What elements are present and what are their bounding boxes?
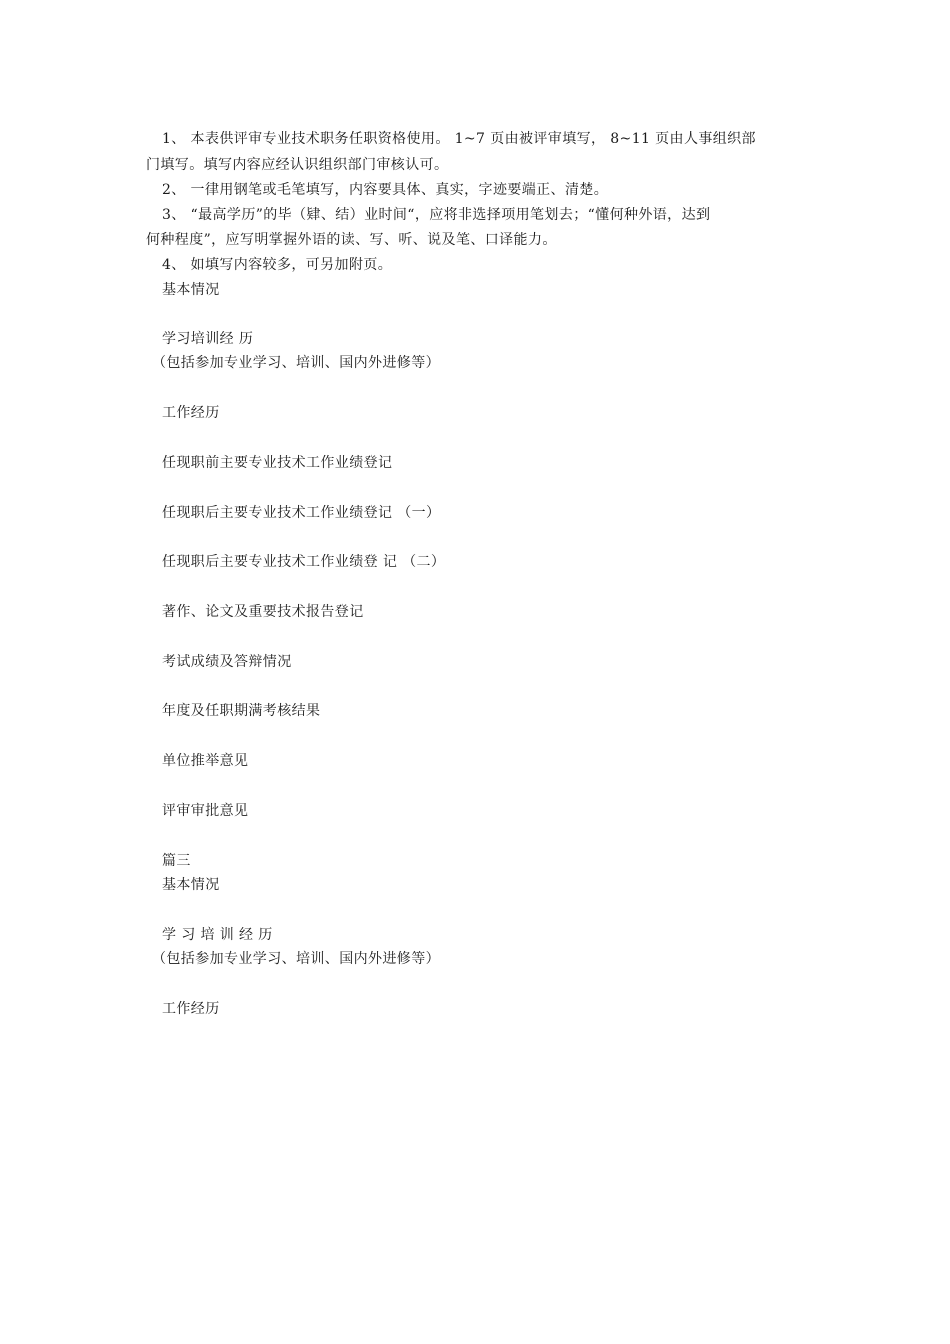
section-after-achievements-1: 任现职后主要专业技术工作业绩登记 （一） <box>162 505 441 521</box>
section-unit-recommendation: 单位推举意见 <box>162 753 249 769</box>
section-annual-assessment: 年度及任职期满考核结果 <box>162 703 321 719</box>
section-review-approval: 评审审批意见 <box>162 803 249 819</box>
section-study-training-note: （包括参加专业学习、培训、国内外进修等） <box>152 355 440 371</box>
part-three-study-training: 学 习 培 训 经 历 <box>162 927 273 943</box>
part-three-heading: 篇三 <box>162 853 191 869</box>
section-after-achievements-2: 任现职后主要专业技术工作业绩登 记 （二） <box>162 554 446 570</box>
instruction-item-4: 4、 如填写内容较多，可另加附页。 <box>162 257 393 273</box>
section-exam-results: 考试成绩及答辩情况 <box>162 654 292 670</box>
section-basic-info: 基本情况 <box>162 282 220 298</box>
instruction-item-3-line-1: 3、 “最高学历”的毕（肄、结）业时间“，应将非选择项用笔划去；“懂何种外语，达到 <box>162 207 711 223</box>
part-three-basic-info: 基本情况 <box>162 877 220 893</box>
instruction-item-3-line-2: 何种程度”，应写明掌握外语的读、写、听、说及笔、口译能力。 <box>146 232 557 248</box>
part-three-work-experience: 工作经历 <box>162 1001 220 1017</box>
section-publications: 著作、论文及重要技术报告登记 <box>162 604 364 620</box>
instruction-item-1-line-1: 1、 本表供评审专业技术职务任职资格使用。 1~7 页由被评审填写， 8~11 页由人事组织部 <box>162 131 756 147</box>
section-work-experience: 工作经历 <box>162 405 220 421</box>
section-study-training: 学习培训经 历 <box>162 331 254 347</box>
instruction-item-2: 2、 一律用钢笔或毛笔填写，内容要具体、真实，字迹要端正、清楚。 <box>162 182 609 198</box>
section-before-achievements: 任现职前主要专业技术工作业绩登记 <box>162 455 393 471</box>
part-three-study-training-note: （包括参加专业学习、培训、国内外进修等） <box>152 951 440 967</box>
instruction-item-1-line-2: 门填写。填写内容应经认识组织部门审核认可。 <box>146 157 449 173</box>
